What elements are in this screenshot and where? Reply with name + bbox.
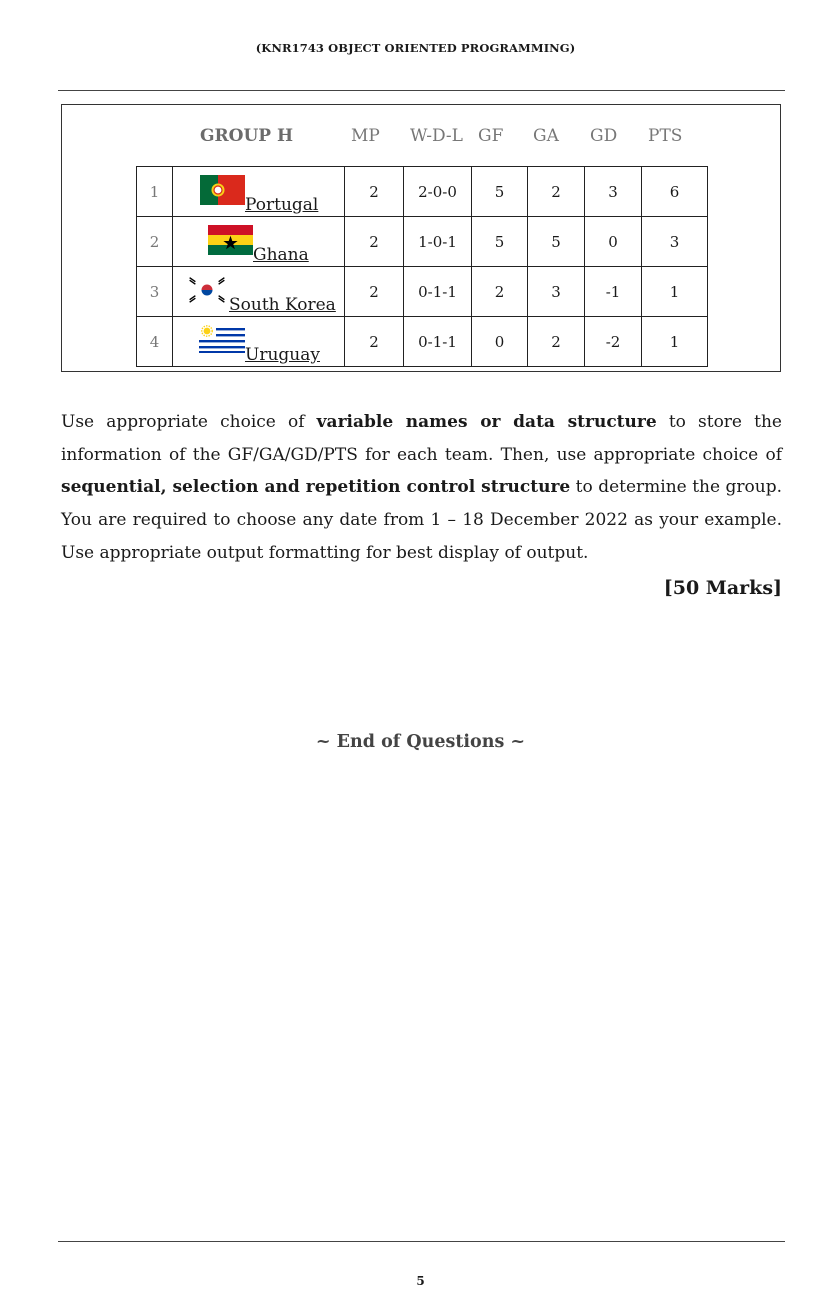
- pts-cell: 1: [642, 267, 708, 317]
- rank-cell: 4: [137, 317, 173, 367]
- col-header-ga: GA: [533, 126, 559, 146]
- header-rule: [58, 90, 785, 91]
- col-header-gf: GF: [478, 126, 504, 146]
- page-header: (KNR1743 OBJECT ORIENTED PROGRAMMING): [255, 41, 576, 55]
- ga-cell: 2: [528, 317, 585, 367]
- gd-cell: -1: [585, 267, 642, 317]
- wdl-cell: 1-0-1: [404, 217, 472, 267]
- end-of-questions: ~ End of Questions ~: [315, 732, 526, 752]
- gd-cell: -2: [585, 317, 642, 367]
- table-row: [137, 267, 708, 317]
- gd-cell: 3: [585, 167, 642, 217]
- team-name: Ghana: [253, 245, 309, 265]
- question-text: to store the information of the GF/GA/GD/PTS for each team. Then, use appropriate choice of: [61, 412, 782, 465]
- team-cell: [173, 167, 345, 217]
- uruguay-flag-icon: [199, 325, 245, 353]
- col-header-mp: MP: [351, 126, 380, 146]
- wdl-cell: 0-1-1: [404, 267, 472, 317]
- question-text: Use appropriate choice of: [61, 412, 317, 432]
- team-name: Uruguay: [245, 345, 320, 365]
- gf-cell: 5: [472, 167, 528, 217]
- ga-cell: 2: [528, 167, 585, 217]
- question-emphasis: variable names or data structure: [316, 412, 657, 432]
- table-row: [137, 317, 708, 367]
- team-cell: [173, 267, 345, 317]
- standings-table: [136, 166, 708, 367]
- group-label: GROUP H: [200, 126, 294, 146]
- wdl-cell: 0-1-1: [404, 317, 472, 367]
- col-header-wdl: W-D-L: [410, 126, 463, 146]
- pts-cell: 1: [642, 317, 708, 367]
- mp-cell: 2: [345, 217, 404, 267]
- south-korea-flag-icon: [185, 275, 229, 305]
- mp-cell: 2: [345, 317, 404, 367]
- pts-cell: 3: [642, 217, 708, 267]
- question-emphasis: sequential, selection and repetition control structure: [61, 477, 571, 498]
- ga-cell: 3: [528, 267, 585, 317]
- rank-cell: 1: [137, 167, 173, 217]
- rank-cell: 3: [137, 267, 173, 317]
- gf-cell: 0: [472, 317, 528, 367]
- marks-label: [50 Marks]: [663, 577, 782, 599]
- col-header-gd: GD: [590, 126, 618, 146]
- question-text: to determine the group. You are required to choose any date from 1 – 18 December 2022 as your example. Use appropriate output formatting for best display of output.: [61, 477, 782, 563]
- table-row: [137, 217, 708, 267]
- gf-cell: 2: [472, 267, 528, 317]
- mp-cell: 2: [345, 167, 404, 217]
- wdl-cell: 2-0-0: [404, 167, 472, 217]
- team-cell: [173, 217, 345, 267]
- team-name: Portugal: [245, 195, 319, 215]
- footer-rule: [58, 1241, 785, 1242]
- mp-cell: 2: [345, 267, 404, 317]
- question-paragraph: [61, 406, 782, 570]
- page-number: 5: [416, 1274, 425, 1288]
- rank-cell: 2: [137, 217, 173, 267]
- pts-cell: 6: [642, 167, 708, 217]
- col-header-pts: PTS: [648, 126, 683, 146]
- team-cell: [173, 317, 345, 367]
- gf-cell: 5: [472, 217, 528, 267]
- portugal-flag-icon: [200, 175, 245, 205]
- ghana-flag-icon: [208, 225, 253, 255]
- ga-cell: 5: [528, 217, 585, 267]
- gd-cell: 0: [585, 217, 642, 267]
- table-row: [137, 167, 708, 217]
- team-name: South Korea: [229, 295, 336, 315]
